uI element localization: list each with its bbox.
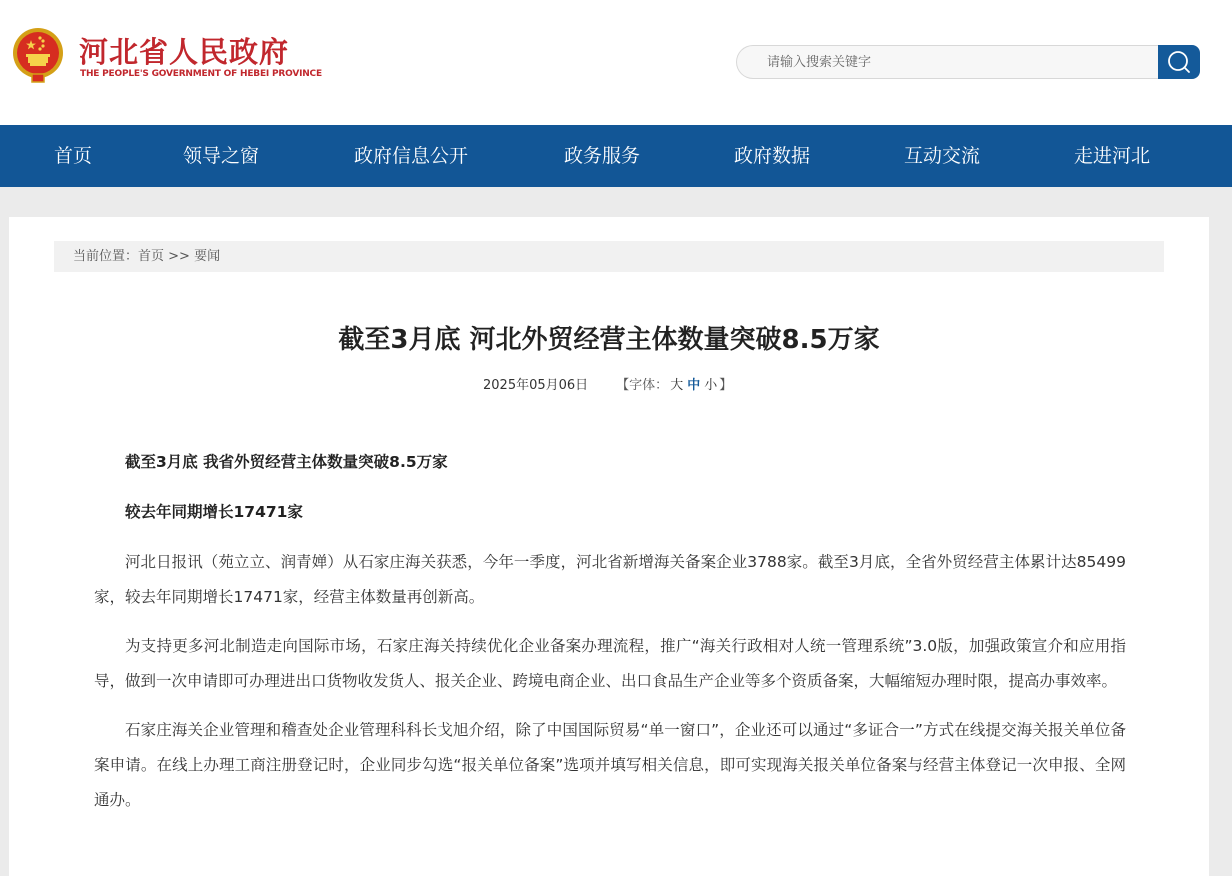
- search-button[interactable]: [1158, 45, 1200, 79]
- breadcrumb: [54, 241, 1164, 272]
- article-headline-2: 较去年同期增长17471家: [125, 503, 303, 521]
- nav-item-leaders[interactable]: 领导之窗: [183, 145, 260, 167]
- article-paragraph-3: 石家庄海关企业管理和稽查处企业管理科科长戈旭介绍，除了中国国际贸易“单一窗口”，企业还可以通过“多证合一”方式在线提交海关报关单位备案申请。在线上办理工商注册登记时，企业同步勾选“报关单位备案”选项并填写相关信息，即可实现海关报关单位备案与经营主体登记一次申报、全网通办。: [94, 721, 1126, 809]
- search-icon: [1166, 49, 1192, 75]
- publish-date: 2025年05月06日: [483, 378, 589, 393]
- font-size-close: 】: [719, 378, 733, 393]
- font-size-medium-button[interactable]: 中: [687, 378, 701, 393]
- breadcrumb-current-link[interactable]: 要闻: [194, 249, 221, 264]
- article-paragraph-2: 为支持更多河北制造走向国际市场，石家庄海关持续优化企业备案办理流程，推广“海关行政相对人统一管理系统”3.0版，加强政策宣介和应用指导，做到一次申请即可办理进出口货物收发货人、报关企业、跨境电商企业、出口食品生产企业等多个资质备案，大幅缩短办理时限，提高办事效率。: [94, 637, 1126, 690]
- breadcrumb-separator: >>: [164, 249, 195, 264]
- article-headline-1: 截至3月底 我省外贸经营主体数量突破8.5万家: [125, 453, 448, 471]
- font-size-label: 【字体：: [616, 378, 669, 393]
- breadcrumb-prefix: 当前位置：: [73, 249, 139, 264]
- nav-item-services[interactable]: 政务服务: [564, 145, 641, 167]
- nav-item-about-hebei[interactable]: 走进河北: [1074, 145, 1151, 167]
- nav-item-interaction[interactable]: 互动交流: [904, 145, 981, 167]
- article-title: 截至3月底 河北外贸经营主体数量突破8.5万家: [338, 325, 880, 355]
- site-header: [0, 0, 1232, 125]
- article-meta: [483, 374, 732, 393]
- site-subtitle: THE PEOPLE'S GOVERNMENT OF HEBEI PROVINCE: [80, 69, 322, 79]
- font-size-large-button[interactable]: 大: [670, 378, 684, 393]
- main-nav: [0, 125, 1232, 187]
- national-emblem-logo[interactable]: [11, 26, 65, 84]
- article-body: [94, 447, 1126, 818]
- content-panel: [9, 217, 1209, 876]
- nav-item-info-disclosure[interactable]: 政府信息公开: [354, 145, 469, 167]
- breadcrumb-home-link[interactable]: 首页: [138, 249, 165, 264]
- nav-item-data[interactable]: 政府数据: [734, 145, 811, 167]
- site-title[interactable]: 河北省人民政府: [79, 35, 290, 69]
- font-size-small-button[interactable]: 小: [704, 378, 718, 393]
- search-input[interactable]: [736, 45, 1160, 79]
- article-paragraph-1: 河北日报讯（苑立立、润青婵）从石家庄海关获悉，今年一季度，河北省新增海关备案企业3788家。截至3月底，全省外贸经营主体累计达85499家，较去年同期增长17471家，经营主体数量再创新高。: [94, 553, 1126, 606]
- nav-item-home[interactable]: 首页: [54, 145, 93, 167]
